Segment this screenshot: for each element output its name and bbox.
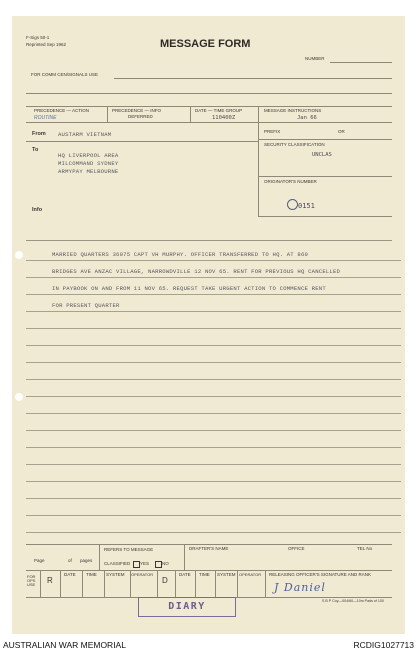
comcen-line-2 bbox=[26, 93, 392, 94]
office-label: OFFICE bbox=[288, 546, 305, 551]
r-time-header: TIME bbox=[86, 572, 97, 577]
message-top-rule bbox=[26, 240, 392, 241]
or-label: OR bbox=[338, 129, 345, 134]
d-operator-header: OPERATOR bbox=[239, 572, 262, 577]
message-line-3: IN PAYBOOK ON AND FROM 11 NOV 65. REQUEST TAKE URGENT ACTION TO COMMENCE RENT bbox=[52, 285, 326, 292]
header-row-bottom bbox=[26, 122, 392, 123]
form-reprint: Reprinted Sep 1962 bbox=[26, 42, 67, 47]
printer-line: S B P Coy—004/60—10m Pads of 100 bbox=[322, 599, 384, 603]
message-ruled-line bbox=[26, 260, 401, 261]
form-title: MESSAGE FORM bbox=[160, 38, 251, 50]
drafter-label: DRAFTER'S NAME bbox=[189, 546, 229, 551]
releasing-label: RELEASING OFFICER'S SIGNATURE AND RANK bbox=[269, 572, 372, 577]
message-ruled-line bbox=[26, 430, 401, 431]
r-system-header: SYSTEM bbox=[106, 572, 125, 577]
originator-label: ORIGINATOR'S NUMBER bbox=[264, 179, 317, 184]
classified-yes-checkbox[interactable] bbox=[133, 561, 140, 568]
to-line-3: ARMYPAY MELBOURNE bbox=[58, 168, 119, 175]
precedence-action-value: ROUTINE bbox=[34, 115, 57, 121]
message-ruled-line bbox=[26, 328, 401, 329]
dtg-label: DATE — TIME GROUP bbox=[195, 108, 243, 113]
refers-label: REFERS TO MESSAGE bbox=[104, 547, 154, 552]
number-line bbox=[330, 62, 392, 63]
r-date-header: DATE bbox=[64, 572, 76, 577]
from-value: AUSTARM VIETNAM bbox=[58, 131, 112, 138]
security-label: SECURITY CLASSIFICATION bbox=[264, 142, 325, 147]
d-label: D bbox=[162, 576, 168, 585]
footer-institution: AUSTRALIAN WAR MEMORIAL bbox=[3, 640, 126, 650]
form-code: F-Sigs 50-1 bbox=[26, 35, 50, 40]
dtg-value: 110400Z bbox=[212, 115, 236, 121]
classified-label: CLASSIFIED bbox=[104, 561, 131, 566]
r-label: R bbox=[47, 576, 53, 585]
for-ops-use-label: FOR OPS USE bbox=[27, 574, 36, 587]
security-value: UNCLAS bbox=[312, 152, 332, 158]
message-ruled-line bbox=[26, 413, 401, 414]
message-ruled-line bbox=[26, 345, 401, 346]
message-ruled-line bbox=[26, 294, 401, 295]
message-ruled-line bbox=[26, 379, 401, 380]
page-label: Page bbox=[34, 558, 45, 563]
message-ruled-line bbox=[26, 362, 401, 363]
classified-no-checkbox[interactable] bbox=[155, 561, 162, 568]
comcen-line bbox=[114, 78, 392, 79]
from-label: From bbox=[32, 131, 46, 137]
message-form-sheet bbox=[12, 16, 405, 634]
deferred-label: DEFERRED bbox=[128, 114, 153, 119]
number-label: NUMBER bbox=[305, 56, 325, 61]
message-ruled-line bbox=[26, 464, 401, 465]
message-ruled-line bbox=[26, 311, 401, 312]
pages-label: pages bbox=[80, 558, 93, 563]
of-label: of bbox=[68, 558, 72, 563]
message-ruled-line bbox=[26, 532, 401, 533]
signature: J Daniel bbox=[274, 581, 326, 594]
instructions-value: Jan 66 bbox=[297, 115, 317, 121]
to-label: To bbox=[32, 147, 39, 153]
header-row-top bbox=[26, 106, 392, 107]
message-ruled-line bbox=[26, 481, 401, 482]
diary-stamp: DIARY bbox=[138, 597, 236, 617]
to-line-2: MILCOMMAND SYDNEY bbox=[58, 160, 119, 167]
message-ruled-line bbox=[26, 515, 401, 516]
no-label: NO bbox=[162, 561, 169, 566]
message-line-1: MARRIED QUARTERS 36075 CAPT VH MURPHY. OFFICER TRANSFERRED TO HQ. AT 860 bbox=[52, 251, 309, 258]
message-ruled-line bbox=[26, 277, 401, 278]
r-operator-header: OPERATOR bbox=[131, 572, 154, 577]
info-label: Info bbox=[32, 207, 43, 213]
tel-label: TEL No bbox=[357, 546, 373, 551]
originator-value: 0151 bbox=[298, 202, 315, 210]
precedence-action-label: PRECEDENCE — ACTION bbox=[34, 108, 90, 113]
punch-hole bbox=[15, 251, 23, 259]
message-ruled-line bbox=[26, 447, 401, 448]
message-ruled-line bbox=[26, 396, 401, 397]
message-ruled-line bbox=[26, 498, 401, 499]
prefix-label: PREFIX bbox=[264, 129, 281, 134]
from-line bbox=[26, 141, 258, 142]
punch-hole bbox=[15, 393, 23, 401]
precedence-info-label: PRECEDENCE — INFO bbox=[112, 108, 162, 113]
instructions-label: MESSAGE INSTRUCTIONS bbox=[264, 108, 322, 113]
message-line-4: FOR PRESENT QUARTER bbox=[52, 302, 120, 309]
d-system-header: SYSTEM bbox=[217, 572, 236, 577]
d-time-header: TIME bbox=[199, 572, 210, 577]
comcen-label: FOR COMM CEN/SIGNALS USE bbox=[31, 72, 99, 77]
message-line-2: BRIDGES AVE ANZAC VILLAGE, NARROWDVILLE 12 NOV 65. RENT FOR PREVIOUS HQ CANCELLED bbox=[52, 268, 341, 275]
originator-circle-mark bbox=[287, 199, 298, 210]
d-date-header: DATE bbox=[179, 572, 191, 577]
footer-record-id: RCDIG1027713 bbox=[353, 640, 414, 650]
to-line-1: HQ LIVERPOOL AREA bbox=[58, 152, 119, 159]
yes-label: YES bbox=[140, 561, 150, 566]
